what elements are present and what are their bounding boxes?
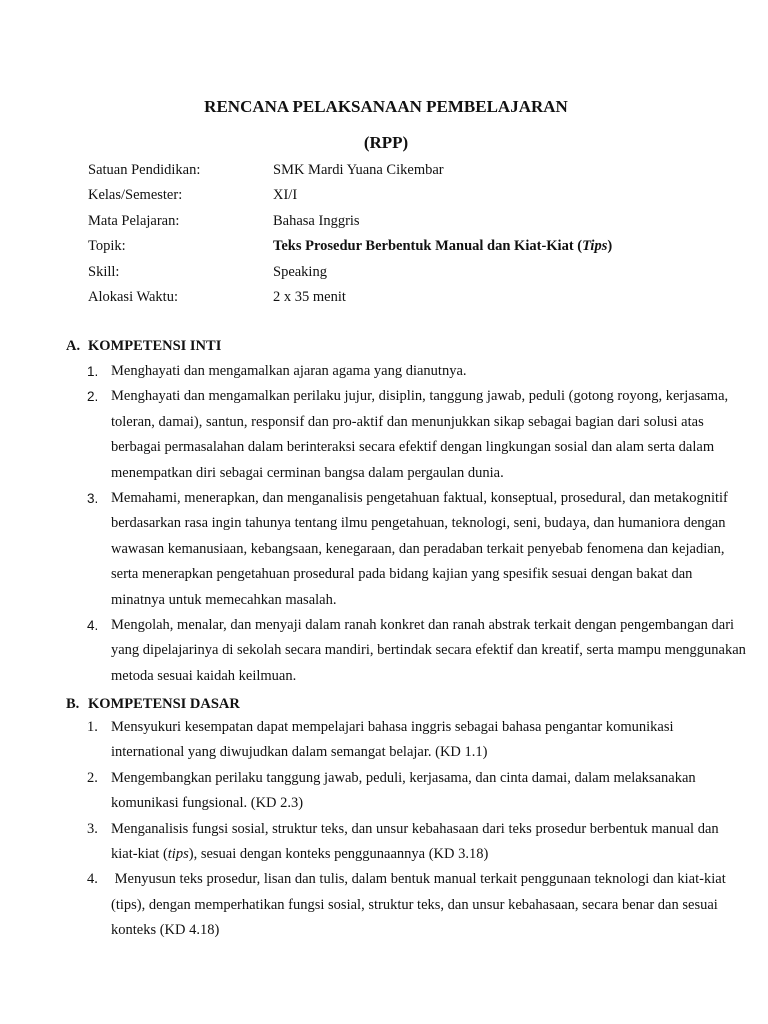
identity-label: Topik: — [88, 238, 126, 255]
kompetensi-inti-list — [87, 359, 747, 689]
identity-value-topic — [273, 236, 612, 256]
identity-value: XI/I — [273, 187, 298, 204]
list-item — [87, 867, 747, 943]
list-number: 2. — [87, 389, 99, 405]
list-item-text: Mengembangkan perilaku tanggung jawab, peduli, kerjasama, dan cinta damai, dalam melaksanakan komunikasi fungsional. (KD 2.3) — [111, 769, 696, 812]
identity-label: Satuan Pendidikan: — [88, 162, 201, 178]
identity-value: 2 x 35 menit — [273, 288, 346, 305]
list-item-text: Menganalisis fungsi sosial, struktur teks, dan unsur kebahasaan dari teks prosedur berbentuk manual dan kiat-kiat ( — [111, 820, 719, 863]
list-number: 3. — [87, 820, 98, 837]
list-item — [87, 359, 747, 384]
list-item — [87, 817, 747, 868]
section-title: KOMPETENSI INTI — [88, 338, 222, 354]
list-item — [87, 715, 747, 766]
list-item-text: Menghayati dan mengamalkan perilaku jujur, disiplin, tanggung jawab, peduli (gotong royong, kerjasama, toleran, damai), santun, responsif dan pro-aktif dan menunjukkan sikap sebagai bagian dari solusi atas berbagai permasalahan dalam berinteraksi secara efektif dengan lingkungan sosial dan alam serta dalam menempatkan diri sebagai cerminan bangsa dalam pergaulan dunia. — [111, 388, 729, 481]
identity-table — [88, 160, 612, 312]
list-number: 4. — [87, 871, 98, 888]
section-heading-kompetensi-inti — [66, 336, 221, 356]
identity-label: Mata Pelajaran: — [88, 212, 180, 229]
list-item — [87, 613, 747, 689]
list-item-text: Menghayati dan mengamalkan ajaran agama yang dianutnya. — [111, 363, 467, 379]
list-number: 2. — [87, 769, 98, 786]
list-number: 3. — [87, 491, 99, 507]
identity-row-school — [88, 160, 612, 185]
kompetensi-dasar-list — [87, 715, 747, 944]
list-number: 1. — [87, 364, 99, 379]
identity-row-class — [88, 185, 612, 210]
identity-row-topic — [88, 236, 612, 261]
section-letter: B. — [66, 696, 80, 712]
list-number: 4. — [87, 618, 99, 634]
list-item-text: Mengolah, menalar, dan menyaji dalam ranah konkret dan ranah abstrak terkait dengan pengembangan dari yang dipelajarinya di sekolah secara mandiri, bertindak secara efektif dan kreatif, serta mampu menggunakan metoda sesuai kaidah keilmuan. — [111, 617, 746, 684]
section-title: KOMPETENSI DASAR — [88, 696, 240, 712]
identity-row-subject — [88, 211, 612, 236]
document-subtitle: (RPP) — [363, 133, 409, 152]
identity-label: Skill: — [88, 263, 120, 280]
topic-text: Teks Prosedur Berbentuk Manual dan Kiat-Kiat ( — [273, 238, 583, 255]
list-item-text-end: ), sesuai dengan konteks penggunaannya (KD 3.18) — [188, 846, 489, 863]
list-item — [87, 486, 747, 613]
identity-row-skill — [88, 262, 612, 287]
list-item — [87, 766, 747, 817]
identity-row-time — [88, 287, 612, 312]
list-number: 1. — [87, 719, 98, 735]
section-heading-kompetensi-dasar — [66, 694, 240, 714]
identity-label: Alokasi Waktu: — [88, 288, 178, 305]
section-letter: A. — [66, 338, 81, 354]
list-item-text: Mensyukuri kesempatan dapat mempelajari bahasa inggris sebagai bahasa pengantar komunikasi international yang diwujudkan dalam semangat belajar. (KD 1.1) — [111, 719, 674, 761]
identity-value: Bahasa Inggris — [273, 212, 360, 229]
topic-italic-text: Tips — [582, 238, 608, 255]
list-item-text: Menyusun teks prosedur, lisan dan tulis, dalam bentuk manual terkait penggunaan teknologi dan kiat-kiat (tips), dengan memperhatikan fungsi sosial, struktur teks, dan unsur kebahasaan, secara benar dan sesuai konteks (KD 4.18) — [111, 871, 730, 939]
document-title: RENCANA PELAKSANAAN PEMBELAJARAN — [204, 97, 568, 116]
topic-text-end: ) — [607, 238, 613, 255]
list-item-text: Memahami, menerapkan, dan menganalisis pengetahuan faktual, konseptual, prosedural, dan metakognitif berdasarkan rasa ingin tahunya tentang ilmu pengetahuan, teknologi, seni, budaya, dan humaniora dengan wawasan kemanusiaan, kebangsaan, kenegaraan, dan peradaban terkait penyebab fenomena dan kejadian, serta menerapkan pengetahuan prosedural pada bidang kajian yang spesifik sesuai dengan bakat dan minatnya untuk memecahkan masalah. — [111, 490, 728, 608]
list-item-italic-text: tips — [167, 846, 189, 863]
identity-value: SMK Mardi Yuana Cikembar — [273, 162, 444, 178]
identity-value: Speaking — [273, 263, 327, 280]
list-item — [87, 384, 747, 486]
identity-label: Kelas/Semester: — [88, 187, 183, 204]
